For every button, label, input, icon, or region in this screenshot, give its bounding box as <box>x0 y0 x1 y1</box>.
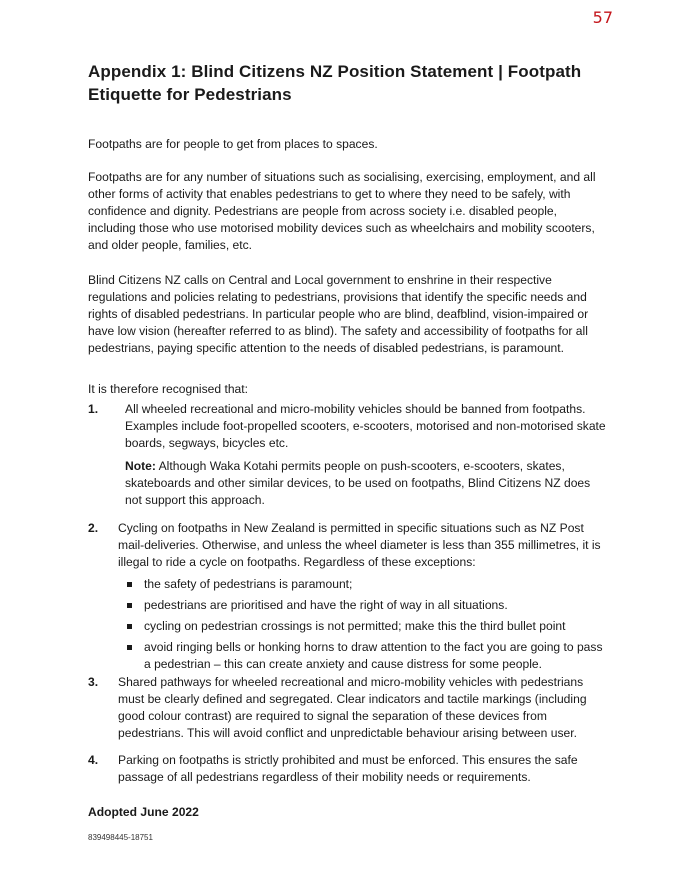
bullet-list <box>118 576 608 673</box>
document-body <box>88 60 608 821</box>
item-number: 2. <box>88 521 99 535</box>
recognised-lead: It is therefore recognised that: <box>88 382 248 396</box>
square-bullet-icon <box>127 603 132 608</box>
item-text: Cycling on footpaths in New Zealand is permitted in specific situations such as NZ Post mail-deliveries. Otherwise, and unless the wheel diameter is less than 355 millimetres, it is illegal to ride a cycle on footpaths. Regardless of these exceptions: <box>118 521 601 569</box>
list-item <box>88 752 608 786</box>
page-number: 57 <box>592 8 613 27</box>
square-bullet-icon <box>127 582 132 587</box>
note-text: Although Waka Kotahi permits people on push-scooters, e-scooters, skates, skateboards and other similar devices, to be used on footpaths, Blind Citizens NZ does not support this approach. <box>125 459 591 507</box>
document-id: 839498445-18751 <box>88 833 153 842</box>
note-label: Note: <box>125 459 156 473</box>
government-call-paragraph: Blind Citizens NZ calls on Central and Local government to enshrine in their respective regulations and policies relating to pedestrians, provisions that identify the specific needs and rights of disabled pedestrians. In particular people who are blind, deafblind, vision-impaired or have low vision (hereafter referred to as blind). The safety and accessibility of footpaths for all pedestrians, paying specific attention to the needs of disabled pedestrians, is paramount. <box>88 273 589 355</box>
item-note <box>125 458 608 509</box>
footpath-purpose-paragraph: Footpaths are for any number of situations such as socialising, exercising, employment, and all other forms of activity that enables pedestrians to get to where they need to be safely, with confidence and dignity. Pedestrians are people from across society i.e. disabled people, including those who use motorised mobility devices such as wheelchairs and mobility scooters, and older people, families, etc. <box>88 170 596 252</box>
bullet-item: pedestrians are prioritised and have the right of way in all situations. <box>118 597 608 614</box>
item-text: Shared pathways for wheeled recreational and micro-mobility vehicles with pedestrians must be clearly defined and segregated. Clear indicators and tactile markings (including good colour contrast) are required to signal the separation of these devices from pedestrians. This will avoid conflict and unpredictable behaviour arising between user. <box>118 675 587 740</box>
bullet-item: avoid ringing bells or honking horns to draw attention to the fact you are going to pass a pedestrian – this can create anxiety and cause distress for some people. <box>118 639 608 673</box>
list-item <box>88 520 608 673</box>
item-text: All wheeled recreational and micro-mobility vehicles should be banned from footpaths. Examples include foot-propelled scooters, e-scooters, motorised and non-motorised skate boards, segways, bicycles etc. <box>125 402 606 450</box>
bullet-item: cycling on pedestrian crossings is not permitted; make this the third bullet point <box>118 618 608 635</box>
item-text: Parking on footpaths is strictly prohibited and must be enforced. This ensures the safe passage of all pedestrians regardless of their mobility needs or requirements. <box>118 753 578 784</box>
adopted-date: Adopted June 2022 <box>88 805 199 819</box>
item-number: 3. <box>88 675 99 689</box>
item-number: 4. <box>88 753 99 767</box>
recognition-list <box>88 401 608 786</box>
item-number: 1. <box>88 402 99 416</box>
list-item <box>88 401 608 509</box>
intro-paragraph: Footpaths are for people to get from places to spaces. <box>88 137 378 151</box>
bullet-item: the safety of pedestrians is paramount; <box>118 576 608 593</box>
page-title: Appendix 1: Blind Citizens NZ Position Statement | Footpath Etiquette for Pedestrians <box>88 62 582 104</box>
square-bullet-icon <box>127 624 132 629</box>
list-item <box>88 674 608 742</box>
square-bullet-icon <box>127 645 132 650</box>
